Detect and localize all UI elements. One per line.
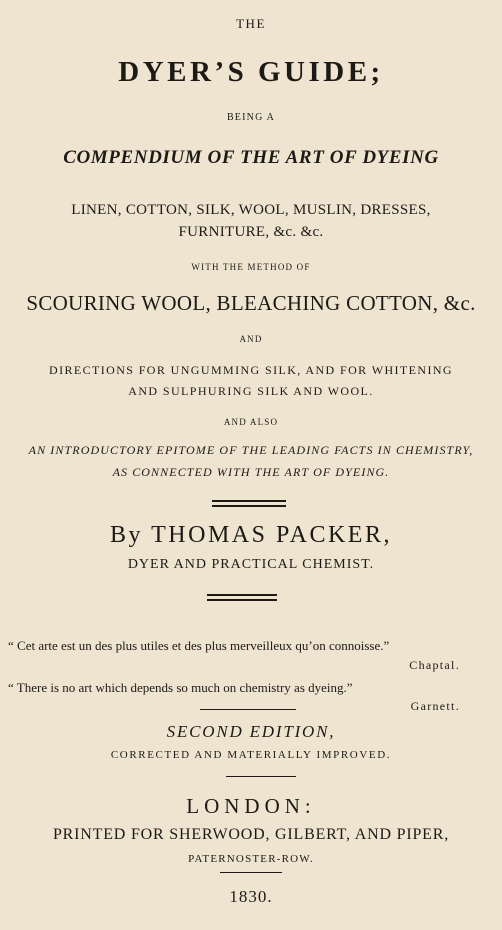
and-label: AND bbox=[239, 334, 263, 344]
compendium-line: COMPENDIUM OF THE ART OF DYEING bbox=[63, 147, 439, 168]
directions-line-1: DIRECTIONS FOR UNGUMMING SILK, AND FOR WHITENING bbox=[49, 363, 453, 377]
being-a-label: BEING A bbox=[226, 112, 276, 123]
rule-edition-bottom bbox=[226, 776, 296, 777]
fabrics-line-2: FURNITURE, &c. &c. bbox=[178, 224, 324, 240]
epitome-line-2: AS CONNECTED WITH THE ART OF DYEING. bbox=[112, 465, 390, 479]
quote-1: “ Cet arte est un des plus utiles et des plus merveilleux qu’on connoisse.” bbox=[8, 638, 390, 653]
author-line: By THOMAS PACKER, bbox=[110, 522, 392, 548]
directions-line-2: AND SULPHURING SILK AND WOOL. bbox=[128, 384, 374, 398]
printer-line: PRINTED FOR SHERWOOD, GILBERT, AND PIPER, bbox=[52, 826, 449, 843]
quote-2-author: Garnett. bbox=[410, 699, 460, 713]
address-line: PATERNOSTER-ROW. bbox=[188, 853, 314, 865]
rule-year bbox=[220, 872, 282, 873]
with-method-label: WITH THE METHOD OF bbox=[191, 262, 311, 272]
author-role: DYER AND PRACTICAL CHEMIST. bbox=[127, 557, 375, 572]
epitome-line-1: AN INTRODUCTORY EPITOME OF THE LEADING FACTS IN CHEMISTRY, bbox=[28, 443, 474, 457]
quote-2: “ There is no art which depends so much on chemistry as dyeing.” bbox=[8, 680, 353, 695]
rule-edition-top bbox=[200, 709, 296, 710]
main-title: DYER’S GUIDE; bbox=[118, 56, 384, 88]
year-line: 1830. bbox=[229, 887, 273, 906]
edition-line: SECOND EDITION, bbox=[166, 722, 336, 741]
the-label: THE bbox=[236, 16, 266, 31]
city-line: LONDON: bbox=[186, 794, 316, 818]
double-rule-top bbox=[212, 500, 286, 507]
edition-note: CORRECTED AND MATERIALLY IMPROVED. bbox=[110, 749, 392, 761]
scouring-line: SCOURING WOOL, BLEACHING COTTON, &c. bbox=[26, 291, 476, 315]
fabrics-line-1: LINEN, COTTON, SILK, WOOL, MUSLIN, DRESSES, bbox=[71, 202, 431, 218]
quote-1-author: Chaptal. bbox=[409, 658, 460, 672]
double-rule-bottom bbox=[207, 594, 277, 601]
and-also-label: AND ALSO bbox=[223, 417, 279, 427]
